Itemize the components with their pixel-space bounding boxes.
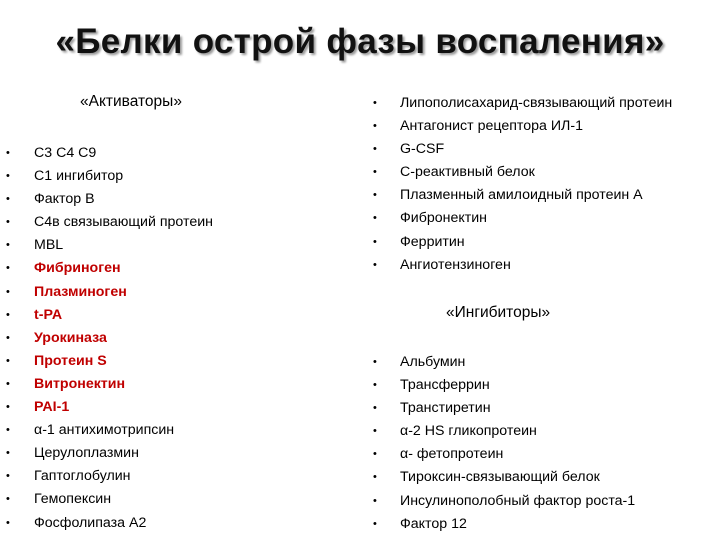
bullet-icon: •	[6, 308, 10, 321]
right-activators-list	[373, 92, 673, 277]
bullet-icon: •	[373, 166, 377, 179]
list-item	[6, 257, 213, 280]
list-item	[373, 207, 672, 230]
inhibitors-list	[373, 351, 636, 536]
list-item-text: Витронектин	[34, 375, 126, 392]
list-item	[6, 350, 213, 373]
list-item	[6, 396, 213, 419]
list-item-text: Гемопексин	[34, 491, 112, 508]
list-item	[373, 466, 635, 489]
list-item	[6, 142, 213, 165]
list-item	[6, 442, 213, 465]
list-item-text: Плазменный амилоидный протеин А	[400, 187, 643, 204]
list-item	[373, 490, 636, 513]
bullet-icon: •	[6, 470, 10, 483]
bullet-icon: •	[6, 239, 10, 252]
list-item	[6, 327, 213, 350]
list-item-text: Тироксин-связывающий белок	[400, 469, 600, 486]
list-item-text: Трансферрин	[400, 377, 490, 394]
list-item-text: MBL	[34, 237, 64, 254]
list-item	[6, 419, 213, 442]
list-item	[6, 373, 213, 396]
bullet-icon: •	[373, 120, 377, 133]
bullet-icon: •	[373, 517, 377, 530]
list-item-text: G-CSF	[400, 141, 445, 158]
list-item	[6, 512, 213, 535]
inhibitors-heading: «Ингибиторы»	[446, 304, 551, 321]
list-item	[6, 188, 213, 211]
bullet-icon: •	[6, 516, 10, 529]
list-item-text: Ферритин	[400, 233, 465, 250]
bullet-icon: •	[373, 379, 377, 392]
bullet-icon: •	[373, 425, 377, 438]
bullet-icon: •	[373, 212, 377, 225]
list-item-text: t-PA	[34, 306, 63, 323]
list-item-text: Фактор 12	[400, 515, 467, 532]
bullet-icon: •	[373, 448, 377, 461]
list-item-text: Альбумин	[400, 354, 466, 370]
list-item	[373, 443, 635, 466]
list-item	[373, 115, 672, 138]
list-item	[373, 92, 673, 115]
bullet-icon: •	[373, 402, 377, 415]
list-item	[373, 138, 672, 161]
list-item-text: Фибронектин	[400, 210, 487, 227]
list-item	[6, 165, 213, 188]
list-item	[6, 304, 213, 327]
list-item-text: Протеин S	[34, 352, 107, 369]
bullet-icon: •	[373, 189, 377, 202]
list-item-text: α-1 антихимотрипсин	[34, 422, 175, 439]
list-item-text: С3 С4 С9	[34, 145, 97, 161]
list-item-text: Липополисахарид-связывающий протеин	[400, 95, 673, 111]
list-item-text: Урокиназа	[34, 329, 107, 346]
list-item-text: PAI-1	[34, 399, 70, 416]
list-item-text: Антагонист рецептора ИЛ-1	[400, 118, 583, 135]
list-item	[373, 420, 635, 443]
list-item	[373, 254, 672, 277]
bullet-icon: •	[6, 193, 10, 206]
bullet-icon: •	[373, 143, 377, 156]
bullet-icon: •	[6, 493, 10, 506]
list-item	[373, 184, 672, 207]
left-activators-list	[6, 142, 213, 535]
bullet-icon: •	[6, 401, 10, 414]
list-item-text: α-2 HS гликопротеин	[400, 423, 537, 440]
activators-heading: «Активаторы»	[80, 93, 182, 110]
bullet-icon: •	[6, 377, 10, 390]
list-item	[6, 488, 213, 511]
list-item-text: Ангиотензиноген	[400, 256, 511, 273]
list-item-text: С-реактивный белок	[400, 164, 535, 181]
list-item-text: α- фетопротеин	[400, 446, 504, 463]
list-item-text: Плазминоген	[34, 283, 127, 300]
bullet-icon: •	[373, 235, 377, 248]
list-item-text: Инсулинополобный фактор роста-1	[400, 492, 636, 509]
bullet-icon: •	[373, 97, 377, 109]
list-item	[6, 465, 213, 488]
list-item	[6, 281, 213, 304]
slide-title: «Белки острой фазы воспаления»	[55, 22, 665, 61]
list-item-text: Транстиретин	[400, 400, 491, 417]
bullet-icon: •	[373, 356, 377, 368]
list-item-text: Церулоплазмин	[34, 445, 139, 462]
list-item	[6, 211, 213, 234]
bullet-icon: •	[6, 147, 10, 159]
bullet-icon: •	[6, 331, 10, 344]
list-item	[373, 231, 672, 254]
list-item-text: Фосфолипаза А2	[34, 514, 147, 531]
list-item	[373, 397, 635, 420]
bullet-icon: •	[6, 170, 10, 183]
bullet-icon: •	[373, 258, 377, 271]
list-item	[373, 513, 635, 536]
list-item	[373, 374, 635, 397]
bullet-icon: •	[6, 216, 10, 229]
bullet-icon: •	[6, 285, 10, 298]
list-item-text: Фибриноген	[34, 260, 121, 277]
list-item	[6, 234, 213, 257]
bullet-icon: •	[6, 262, 10, 275]
list-item	[373, 161, 672, 184]
list-item-text: Фактор В	[34, 191, 95, 208]
list-item-text: Гаптоглобулин	[34, 468, 131, 485]
bullet-icon: •	[373, 494, 377, 507]
bullet-icon: •	[6, 354, 10, 367]
list-item-text: С1 ингибитор	[34, 168, 124, 185]
bullet-icon: •	[373, 471, 377, 484]
list-item	[373, 351, 635, 374]
list-item-text: С4в связывающий протеин	[34, 214, 213, 231]
bullet-icon: •	[6, 447, 10, 460]
bullet-icon: •	[6, 424, 10, 437]
